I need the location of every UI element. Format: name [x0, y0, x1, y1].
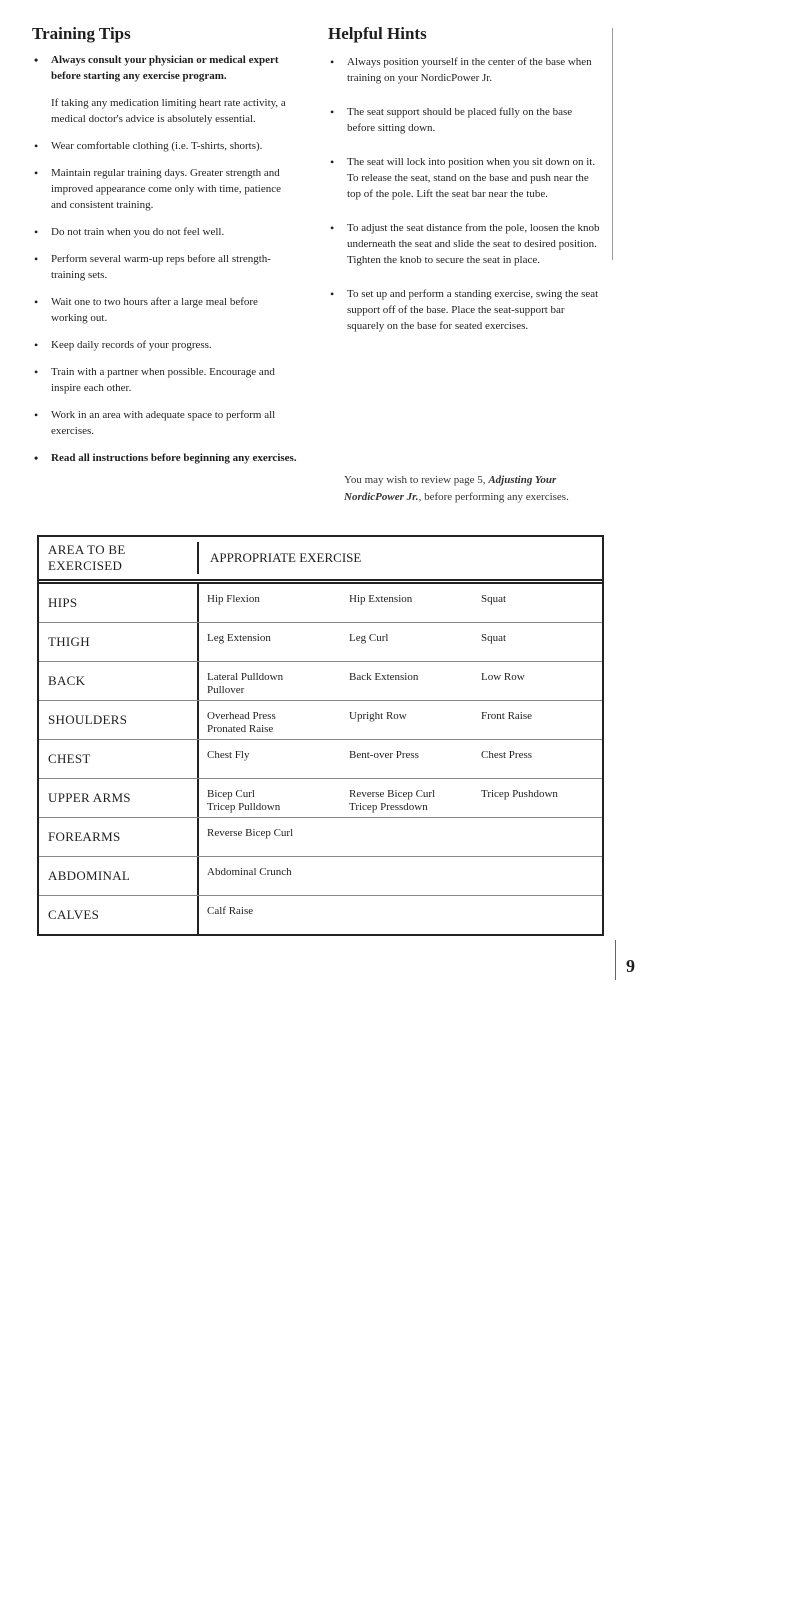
exercise-cell: Tricep Pushdown	[481, 788, 558, 800]
table-row	[39, 818, 602, 857]
table-row	[39, 662, 602, 701]
exercise-cell: Reverse Bicep Curl	[207, 827, 294, 839]
exercise-cell: Hip Flexion	[207, 593, 260, 605]
exercise-cell	[481, 905, 601, 934]
area-cell: CALVES	[39, 896, 199, 934]
exercise-cells	[199, 818, 602, 856]
exercise-cell: Reverse Bicep Curl Tricep Pressdown	[349, 788, 436, 813]
training-tip-item: • Always consult your physician or medical expert before starting any exercise program.	[32, 52, 297, 84]
training-tip-item: • Work in an area with adequate space to perform all exercises.	[32, 407, 297, 439]
exercise-cell	[481, 866, 601, 895]
header-area-cell: AREA TO BE EXERCISED	[39, 542, 199, 574]
exercise-cell: Abdominal Crunch	[207, 866, 292, 878]
helpful-hint-item: • The seat support should be placed fully on the base before sitting down.	[328, 104, 600, 136]
table-row	[39, 740, 602, 779]
exercise-cell: Overhead Press Pronated Raise	[207, 710, 276, 735]
table-row	[39, 896, 602, 934]
exercise-cells	[199, 857, 602, 895]
exercise-cell	[349, 905, 481, 934]
helpful-hints-title: Helpful Hints	[328, 24, 427, 43]
helpful-hint-item: • To adjust the seat distance from the pole, loosen the knob underneath the seat and slide the seat to desired position. Tighten the knob to secure the seat in place.	[328, 220, 600, 268]
area-cell: CHEST	[39, 740, 199, 778]
exercise-cell: Upright Row	[349, 710, 407, 722]
area-cell: BACK	[39, 662, 199, 700]
table-row	[39, 623, 602, 662]
area-cell: SHOULDERS	[39, 701, 199, 739]
exercise-cell: Low Row	[481, 671, 525, 683]
exercise-table	[37, 535, 604, 936]
exercise-cell: Leg Curl	[349, 632, 389, 644]
training-tips-title: Training Tips	[32, 24, 131, 43]
table-row	[39, 701, 602, 740]
exercise-cell: Calf Raise	[207, 905, 254, 917]
exercise-cell: Back Extension	[349, 671, 419, 683]
review-note-end: , before performing any exercises.	[418, 491, 569, 503]
area-cell: UPPER ARMS	[39, 779, 199, 817]
exercise-cell	[349, 827, 481, 856]
exercise-cells	[199, 740, 602, 778]
exercise-cell: Front Raise	[481, 710, 533, 722]
review-note	[344, 472, 614, 506]
page-number-rule	[615, 940, 616, 980]
training-tip-item: • Do not train when you do not feel well.	[32, 224, 297, 240]
training-tips-list	[32, 52, 297, 477]
helpful-hint-item: • The seat will lock into position when you sit down on it. To release the seat, stand on the base and push near the top of the pole. Lift the seat bar near the tube.	[328, 154, 600, 202]
table-header-row	[39, 537, 602, 584]
training-tip-item: • Read all instructions before beginning any exercises.	[32, 450, 297, 466]
helpful-hint-item: • Always position yourself in the center of the base when training on your NordicPower Jr.	[328, 54, 600, 86]
helpful-hint-item: • To set up and perform a standing exercise, swing the seat support off of the base. Place the seat-support bar squarely on the base for seated exercises.	[328, 286, 600, 334]
exercise-cell: Chest Fly	[207, 749, 250, 761]
area-cell: THIGH	[39, 623, 199, 661]
column-divider	[612, 28, 613, 260]
area-cell: HIPS	[39, 584, 199, 622]
exercise-cell: Squat	[481, 593, 507, 605]
area-cell: ABDOMINAL	[39, 857, 199, 895]
review-note-reference: Adjusting Your NordicPower Jr.	[344, 474, 557, 503]
header-exercise-cell: APPROPRIATE EXERCISE	[210, 550, 362, 565]
exercise-cells	[199, 623, 602, 661]
table-row	[39, 779, 602, 818]
exercise-cell: Leg Extension	[207, 632, 271, 644]
exercise-cell	[349, 866, 481, 895]
exercise-cells	[199, 662, 602, 700]
training-tip-item: • Perform several warm-up reps before all strength-training sets.	[32, 251, 297, 283]
exercise-cell: Bicep Curl Tricep Pulldown	[207, 788, 281, 813]
exercise-cells	[199, 896, 602, 934]
exercise-cell: Lateral Pulldown Pullover	[207, 671, 284, 696]
training-tip-item: • Train with a partner when possible. Encourage and inspire each other.	[32, 364, 297, 396]
exercise-cells	[199, 701, 602, 739]
table-body	[39, 584, 602, 934]
exercise-cell: Bent-over Press	[349, 749, 419, 761]
training-tip-item: • Keep daily records of your progress.	[32, 337, 297, 353]
exercise-cells	[199, 779, 602, 817]
training-tip-item: • Wait one to two hours after a large meal before working out.	[32, 294, 297, 326]
table-row	[39, 584, 602, 623]
training-tip-item: • Maintain regular training days. Greater strength and improved appearance come only with time, patience and consistent training.	[32, 165, 297, 213]
exercise-cells	[199, 584, 602, 622]
helpful-hints-list	[328, 54, 600, 352]
training-tip-item: • Wear comfortable clothing (i.e. T-shirts, shorts).	[32, 138, 297, 154]
training-tip-item: If taking any medication limiting heart rate activity, a medical doctor's advice is absolutely essential.	[51, 97, 286, 125]
review-note-text: You may wish to review page 5,	[344, 474, 489, 486]
exercise-cell: Chest Press	[481, 749, 533, 761]
exercise-cell: Hip Extension	[349, 593, 413, 605]
exercise-cell: Squat	[481, 632, 507, 644]
table-row	[39, 857, 602, 896]
page-number: 9	[626, 956, 635, 976]
exercise-cell	[481, 827, 601, 856]
area-cell: FOREARMS	[39, 818, 199, 856]
